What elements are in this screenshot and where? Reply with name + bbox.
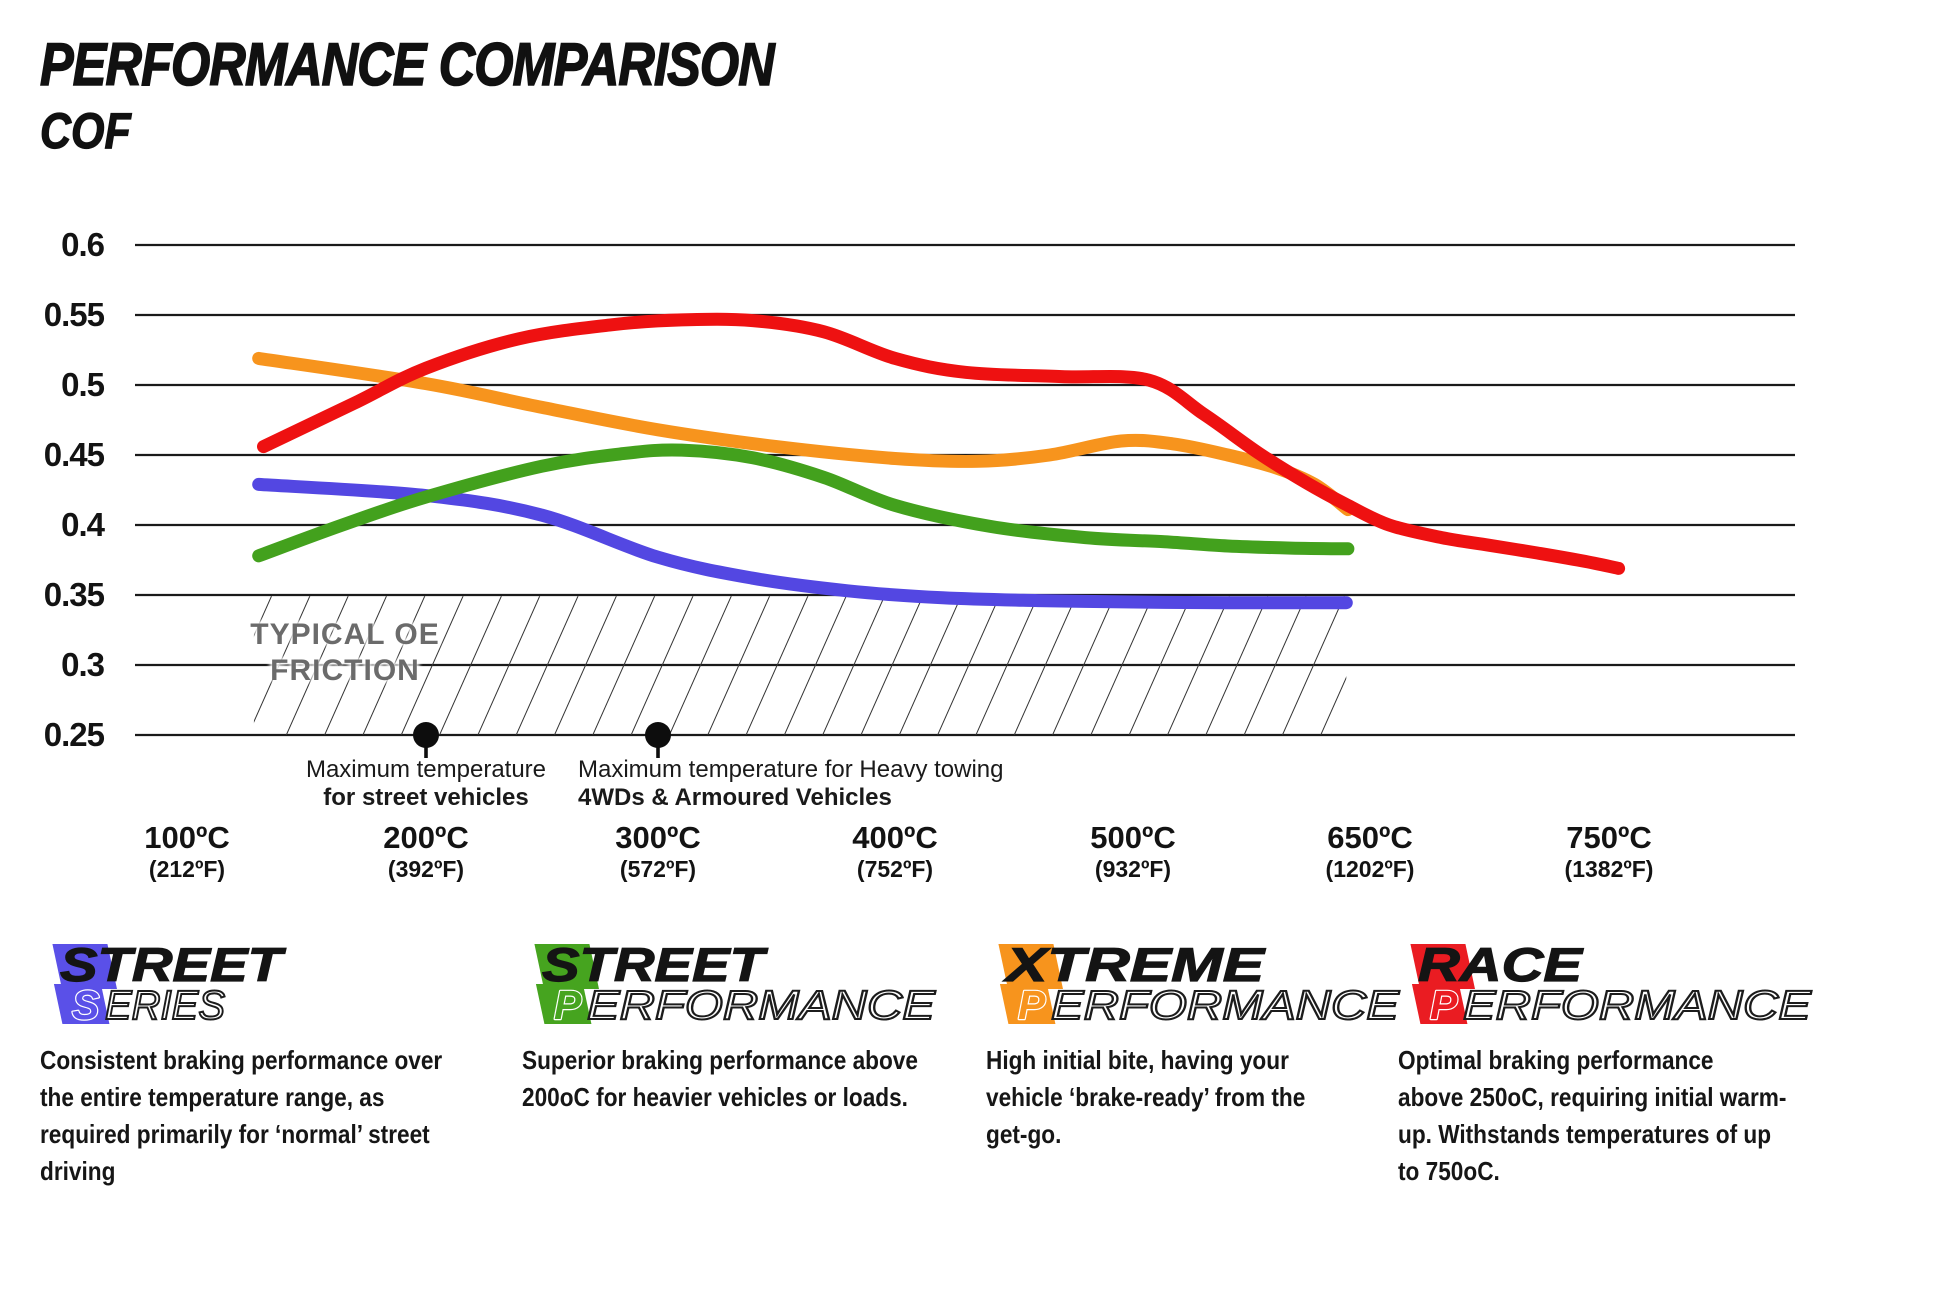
y-tick-label: 0.3 xyxy=(61,646,104,683)
annotation-line: Maximum temperature for Heavy towing xyxy=(578,756,1004,783)
legend-description xyxy=(1398,1042,1786,1190)
annotation-line: for street vehicles xyxy=(323,784,529,811)
annotation-line: Maximum temperature xyxy=(305,756,547,783)
legend-description-line: driving xyxy=(40,1156,116,1186)
x-tick-sublabel: (572ºF) xyxy=(619,856,697,882)
legend-description-line: the entire temperature range, as xyxy=(40,1082,385,1112)
x-tick-label: 300ºC xyxy=(615,820,701,855)
legend-bottom-word: ERFORMANCE xyxy=(1051,982,1400,1028)
legend-description-line: get-go. xyxy=(986,1119,1062,1149)
y-tick-label: 0.35 xyxy=(43,576,104,613)
legend-description-line: 200oC for heavier vehicles or loads. xyxy=(522,1082,908,1112)
legend-top-word: XTREME xyxy=(1002,938,1267,991)
legend-bottom-initial: P xyxy=(1018,982,1046,1028)
page-title: PERFORMANCE COMPARISON xyxy=(40,31,774,98)
x-tick-label: 400ºC xyxy=(852,820,938,855)
oe-friction-label: TYPICAL OE xyxy=(250,618,440,651)
legend-top-word: STREET xyxy=(60,938,288,991)
legend-bottom-initial: S xyxy=(72,982,100,1028)
legend-top-word: RACE xyxy=(1418,938,1585,991)
legend-description-line: to 750oC. xyxy=(1398,1156,1500,1186)
x-tick-sublabel: (752ºF) xyxy=(856,856,934,882)
y-tick-label: 0.55 xyxy=(43,296,104,333)
y-tick-label: 0.6 xyxy=(61,226,104,263)
annotation-dot xyxy=(645,722,671,748)
y-tick-label: 0.45 xyxy=(43,436,104,473)
legend-description-line: up. Withstands temperatures of up xyxy=(1398,1119,1772,1149)
x-tick-label: 100ºC xyxy=(144,820,230,855)
legend-bottom-initial: P xyxy=(1430,982,1458,1028)
legend-logo-xtreme-performance xyxy=(990,938,1470,1032)
legend-description xyxy=(522,1042,918,1116)
x-tick-label: 200ºC xyxy=(383,820,469,855)
x-tick-sublabel: (212ºF) xyxy=(148,856,226,882)
curve-race-performance xyxy=(264,319,1619,568)
y-axis-title: COF xyxy=(40,103,131,159)
curve-street-performance xyxy=(259,450,1348,556)
legend-description-line: High initial bite, having your xyxy=(986,1045,1289,1075)
legend-logo-street-series xyxy=(44,938,524,1032)
legend-bottom-word: ERFORMANCE xyxy=(1463,982,1812,1028)
y-tick-label: 0.4 xyxy=(61,506,104,543)
legend-description xyxy=(40,1042,442,1190)
legend-logo-race-performance xyxy=(1402,938,1882,1032)
x-tick-label: 650ºC xyxy=(1327,820,1413,855)
annotation xyxy=(578,756,1003,812)
legend-description-line: required primarily for ‘normal’ street xyxy=(40,1119,430,1149)
y-tick-label: 0.25 xyxy=(43,716,104,753)
legend-description xyxy=(986,1042,1305,1153)
legend-description-line: vehicle ‘brake-ready’ from the xyxy=(986,1082,1306,1112)
x-tick-label: 750ºC xyxy=(1566,820,1652,855)
x-tick-sublabel: (392ºF) xyxy=(387,856,465,882)
legend-logo-street-performance xyxy=(526,938,1006,1032)
legend-bottom-initial: P xyxy=(554,982,582,1028)
legend-top-word: STREET xyxy=(542,938,770,991)
annotation-dot xyxy=(413,722,439,748)
legend-description-line: Consistent braking performance over xyxy=(40,1045,443,1075)
y-tick-label: 0.5 xyxy=(61,366,104,403)
legend-bottom-word: ERIES xyxy=(105,982,225,1028)
annotation-line: 4WDs & Armoured Vehicles xyxy=(578,784,892,811)
legend-description-line: above 250oC, requiring initial warm- xyxy=(1398,1082,1787,1112)
x-tick-label: 500ºC xyxy=(1090,820,1176,855)
legend-bottom-word: ERFORMANCE xyxy=(587,982,936,1028)
x-tick-sublabel: (932ºF) xyxy=(1094,856,1172,882)
x-tick-sublabel: (1382ºF) xyxy=(1564,856,1654,882)
oe-friction-label: FRICTION xyxy=(270,654,420,687)
x-tick-sublabel: (1202ºF) xyxy=(1325,856,1415,882)
curve-xtreme-performance xyxy=(259,358,1348,509)
legend-description-line: Optimal braking performance xyxy=(1398,1045,1714,1075)
legend-description-line: Superior braking performance above xyxy=(522,1045,918,1075)
